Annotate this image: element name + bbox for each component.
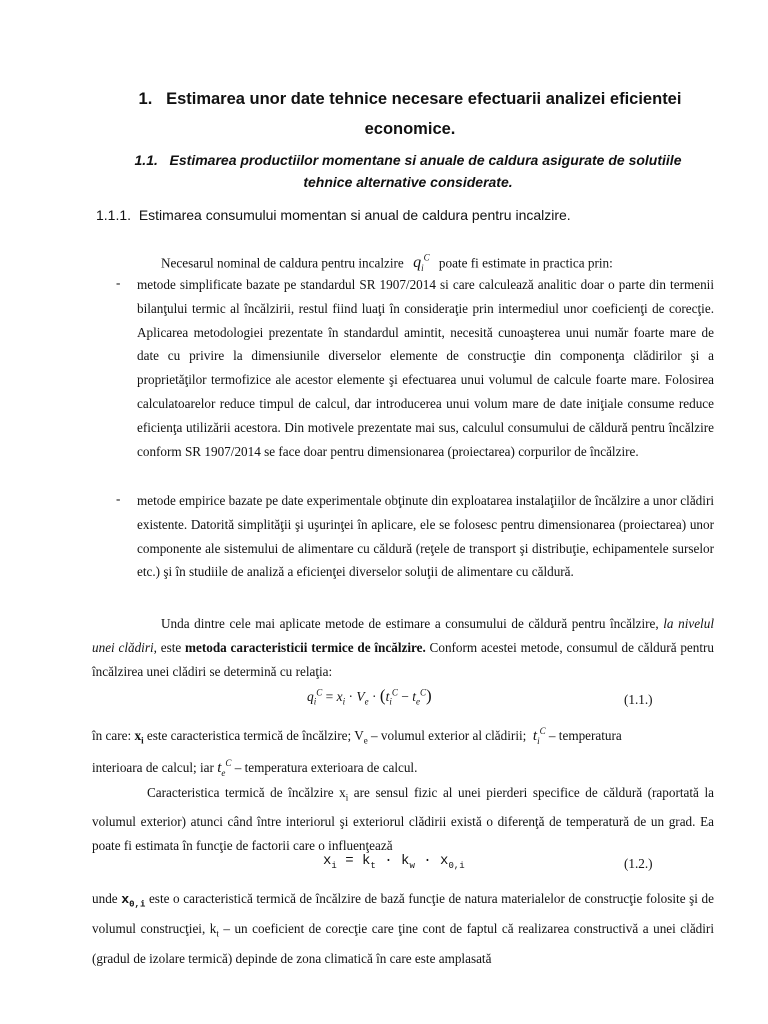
incare-t5: interioara de calcul; iar [92, 760, 214, 775]
para1-part3: Conform acestei metode, consumul de căldură pentru încălzirea unei clădiri se determină cu relaţia: [92, 639, 715, 679]
para1-italic: la nivelul unei clădiri [92, 616, 714, 655]
heading-2 [96, 149, 720, 193]
incare-t3: – volumul exterior al clădirii; [367, 728, 527, 743]
equation-1: $q_i^C = x_i \cdot V_e \cdot (t_i^C - t_e^C)$ [307, 686, 432, 707]
heading-1-line1: Estimarea unor date tehnice necesare efectuarii analizei eficientei [166, 90, 682, 108]
bullet-2-dash: - [116, 491, 121, 506]
paragraph-characteristic: Caracteristica termică de încălzire $x_i$ are sensul fizic al unei pierderi specifice de căldură (raportată la volumul exterior) atunci când între interiorul şi exteriorul clădirii există o diferenţă de temperatură de un grad. Ea poate fi estimata în funcţie de factorii care o influenţează [92, 785, 714, 854]
incare-t2: este caracteristica termică de încălzire; V [143, 728, 364, 743]
equation-1-number: (1.1.) [624, 692, 653, 707]
paragraph-method [92, 612, 714, 683]
heading-3-text: Estimarea consumului momentan si anual de caldura pentru incalzire. [138, 207, 571, 223]
para3-t1: unde [92, 891, 122, 906]
q-i-c-symbol: $q_i^C$ [413, 253, 430, 274]
variables-definition-2: interioara de calcul; iar $t_e^C$ – temperatura exterioara de calcul. [92, 758, 418, 778]
para1-bold: metoda caracteristicii termice de încălzire. [185, 639, 426, 655]
incare-t4: – temperatura [545, 728, 622, 743]
bullet-1-dash: - [116, 275, 121, 290]
heading-2-number: 1.1. [134, 152, 158, 168]
heading-1 [100, 84, 720, 144]
intro-after: poate fi estimate in practica prin: [438, 255, 613, 271]
para1-part1: Unda dintre cele mai aplicate metode de estimare a consumului de căldură pentru încălzire, [161, 616, 664, 631]
heading-1-line2: economice. [364, 120, 456, 138]
para1-part2: , este [153, 639, 186, 655]
heading-3 [96, 206, 571, 224]
para3-t3: – un coeficient de corecţie care ţine cont de faptul că realizarea constructivă a unei clădiri (gradul de izolare termică) depinde de zona climatică în care este amplasată [92, 921, 714, 966]
para2-text: Caracteristica termică de încălzire x [147, 785, 346, 800]
heading-3-number: 1.1.1. [96, 207, 132, 223]
heading-2-line2: tehnice alternative considerate. [303, 174, 513, 190]
intro-before: Necesarul nominal de caldura pentru incalzire [161, 255, 404, 271]
incare-t1: în care: [92, 728, 135, 743]
paragraph-coefficients: unde $x_{0,i}$ este o caracteristică termică de încălzire de bază funcţie de natura materialelor de construcţie folosite şi de volumul construcţiei, $k_t$ – un coeficient de corecţie care ţine cont de faptul că realizarea constructivă a unei clădiri (gradul de izolare termică) depinde de zona climatică în care este amplasată [92, 891, 714, 966]
para2-text2: are sensul fizic al unei pierderi specifice de căldură (raportată la volumul exterior) atunci când între interiorul şi exteriorul clădirii există o diferenţă de temperatură de un grad. Ea poate fi estimata în funcţie de factorii care o influenţează [92, 785, 714, 854]
heading-1-number: 1. [138, 90, 153, 108]
x0i-symbol: $x_{0,i}$ [121, 892, 146, 910]
equation-2: $x_i = k_t \cdot k_w \cdot x_{0,i}$ [323, 853, 465, 871]
bullet-2-text: metode empirice bazate pe date experimentale obţinute din exploatarea instalaţiilor de încălzire a unor clădiri existente. Datorită simplităţii şi uşurinţei în aplicare, ele se folosesc pentru dimensionarea (proiectarea) unor componente ale sistemului de alimentare cu căldură (reţele de transport şi distribuţie, echipamentele surselor etc.) şi în studiile de analiză a eficienţei diverselor soluţii de alimentare cu căldură. [137, 493, 714, 580]
heading-2-line1: Estimarea productiilor momentane si anuale de caldura asigurate de solutiile [169, 152, 682, 168]
variables-definition: în care: $x_i$ este caracteristica termică de încălzire; $V_e$ – volumul exterior al clădirii; $t_i^C$ – temperatura [92, 726, 622, 746]
bullet-1-text: metode simplificate bazate pe standardul SR 1907/2014 si care calculează analitic doar o parte din termenii bilanţului termic al încălzirii, restul fiind luaţi în consideraţie prin intermediul unor coeficienţi de corecţie. Aplicarea metodologiei prezentate în standardul amintit, necesită cunoaşterea unui număr foarte mare de date cu privire la dimensiunile diverselor elemente de construcţie din componenţa clădirilor şi a proprietăţilor termofizice ale acestor elemente şi efectuarea unui volumul de calcule foarte mare. Folosirea calculatoarelor reduce timpul de calcul, dar introducerea unui volum mare de date iniţiale consume reduce eficienţa utilizării acestora. Din motivele prezentate mai sus, calculul consumului de căldură pentru încălzire conform SR 1907/2014 se face doar pentru dimensionarea (proiectarea) corpurilor de încălzire. [137, 277, 714, 459]
para3-t2: este o caracteristică termică de încălzire de bază funcţie de natura materialelor de construcţie folosite şi de volumul construcţiei, k [92, 891, 714, 937]
equation-2-number: (1.2.) [624, 856, 653, 871]
incare-t6: – temperatura exterioara de calcul. [231, 760, 418, 775]
